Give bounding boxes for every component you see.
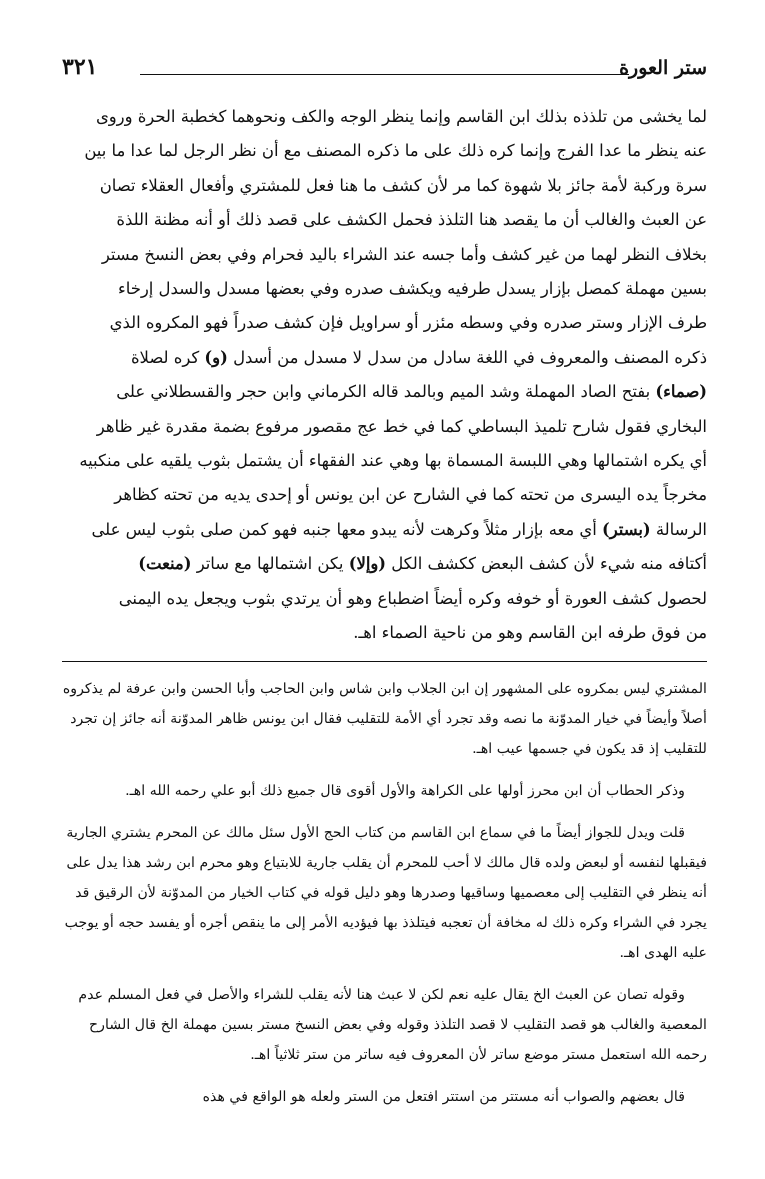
text-line xyxy=(62,375,707,409)
text-line: البخاري فقول شارح تلميذ البساطي كما في خط عج مقصور مرفوع بضمة مقدرة غير ظاهر xyxy=(96,416,707,436)
bold-term-bisatr: (بستر) xyxy=(601,519,651,539)
text-line xyxy=(62,513,707,547)
bold-term-waw: (و) xyxy=(204,347,228,367)
main-text xyxy=(62,100,707,651)
text-line: بخلاف النظر لهما من غير كشف وأما جسه عند الشراء باليد فحرام وفي بعض النسخ مستر xyxy=(101,244,707,264)
text-line: بسين مهملة كمصل بإزار يسدل طرفيه ويكشف صدره وفي بعضها مسدل والسدل إرخاء xyxy=(118,279,707,299)
page-number: ٣٢١ xyxy=(62,54,98,80)
text-segment: يكن اشتمالها مع ساتر xyxy=(196,554,344,574)
text-line: من فوق طرفه ابن القاسم وهو من ناحية الصماء اهـ. xyxy=(353,623,707,643)
footnote-separator xyxy=(62,661,707,662)
text-line: طرف الإزار وستر صدره وفي وسطه مئزر أو سراويل فإن كشف صدراً فهو المكروه الذي xyxy=(109,313,707,333)
text-line: مخرجاً يده اليسرى من تحته كما في الشارح عن ابن يونس أو إحدى يديه من تحته كظاهر xyxy=(114,485,707,505)
text-segment: ذكره المصنف والمعروف في اللغة سادل من سدل لا مسدل من أسدل xyxy=(233,347,707,367)
text-line: عن العبث والغالب أن ما يقصد هنا التلذذ فحمل الكشف على قصد ذلك أو أنه مظنة اللذة xyxy=(116,210,707,230)
footnote-paragraph: وقوله تصان عن العبث الخ يقال عليه نعم لكن لا عبث هنا لأنه يقلب للشراء والأصل في فعل المسلم عدم المعصية والغالب هو قصد التقليب لا قصد التلذذ وقوله وفي بعض النسخ مستر بسين مهملة الخ قال الشارح رحمه الله استعمل مستر موضع ساتر لأن المعروف فيه ساتر من ستر ثلاثياً اهـ. xyxy=(78,986,707,1063)
book-page xyxy=(62,52,707,1124)
text-segment: أي معه بإزار مثلاً وكرهت لأنه يبدو معها جنبه فهو كمن صلى بثوب ليس على xyxy=(91,519,597,539)
text-segment: أكتافه منه شيء لأن كشف البعض ككشف الكل xyxy=(391,554,707,574)
text-line: سرة وركبة لأمة جائز بلا شهوة كما مر لأن كشف ما هنا فعل للمشتري وأفعال العقلاء تصان xyxy=(99,175,707,195)
text-line: أي يكره اشتمالها وهي اللبسة المسماة بها وهي عند الفقهاء أن يشتمل بثوب يلقيه على منكبيه xyxy=(79,451,707,471)
footnote-paragraph: قال بعضهم والصواب أنه مستتر من استتر افتعل من الستر ولعله هو الواقع في هذه xyxy=(202,1088,685,1105)
footnotes xyxy=(62,674,707,1112)
bold-term-muniat: (منعت) xyxy=(138,554,192,574)
text-line: عنه ينظر ما عدا الفرج وإنما كره ذلك على ما ذكره المصنف مع أن نظر الرجل لما عدا ما بين xyxy=(84,141,707,161)
running-title: ستر العورة xyxy=(619,57,707,79)
text-segment: كره لصلاة xyxy=(130,347,200,367)
footnote-paragraph: وذكر الحطاب أن ابن محرز أولها على الكراهة والأول أقوى قال جميع ذلك أبو علي رحمه الله اهـ. xyxy=(125,782,685,799)
bold-term-wailla: (وإلا) xyxy=(348,554,387,574)
text-segment: بفتح الصاد المهملة وشد الميم وبالمد قاله الكرماني وابن حجر والقسطلاني على xyxy=(116,382,651,402)
footnote-paragraph: المشتري ليس بمكروه على المشهور إن ابن الجلاب وابن شاس وابن الحاجب وأبا الحسن وابن عرفة لم يذكروه أصلاً وأيضاً في خيار المدوّنة ما نصه وقد تجرد أي الأمة للتقليب فقال ابن يونس ظاهر المدوّنة أنه جائز إن تجرد للتقليب إذ قد يكون في جسمها عيب اهـ. xyxy=(62,680,707,757)
header-rule xyxy=(140,74,629,75)
bold-term-samma: (صماء) xyxy=(655,382,707,402)
text-line: لما يخشى من تلذذه بذلك ابن القاسم وإنما ينظر الوجه والكف ونحوهما كخطبة الحرة وروى xyxy=(95,107,707,126)
text-line: لحصول كشف العورة أو خوفه وكره أيضاً اضطباع وهو أن يرتدي بثوب ويجعل يده اليمنى xyxy=(118,588,707,608)
text-line xyxy=(62,341,707,375)
text-line xyxy=(62,547,707,581)
page-header xyxy=(62,52,707,86)
footnote-paragraph: قلت ويدل للجواز أيضاً ما في سماع ابن القاسم من كتاب الحج الأول سئل مالك عن المحرم يشتري الجارية فيقبلها لنفسه أو لبعض ولده قال مالك لا أحب للمحرم أن يقلب جارية للابتياع وهو محرم ابن رشد هذا يدل على أنه ينظر في التقليب إلى معصميها وساقيها وصدرها وهو دليل قوله في كتاب الخيار من المدوّنة لأن الرقيق قد يجرد في الشراء وكره ذلك له مخافة أن تعجبه فيتلذذ بها فيؤديه الأمر إلى ما ينقص أجره أو يفسد حجه أو يوجب عليه الهدى اهـ. xyxy=(64,824,707,961)
text-segment: الرسالة xyxy=(655,519,707,539)
